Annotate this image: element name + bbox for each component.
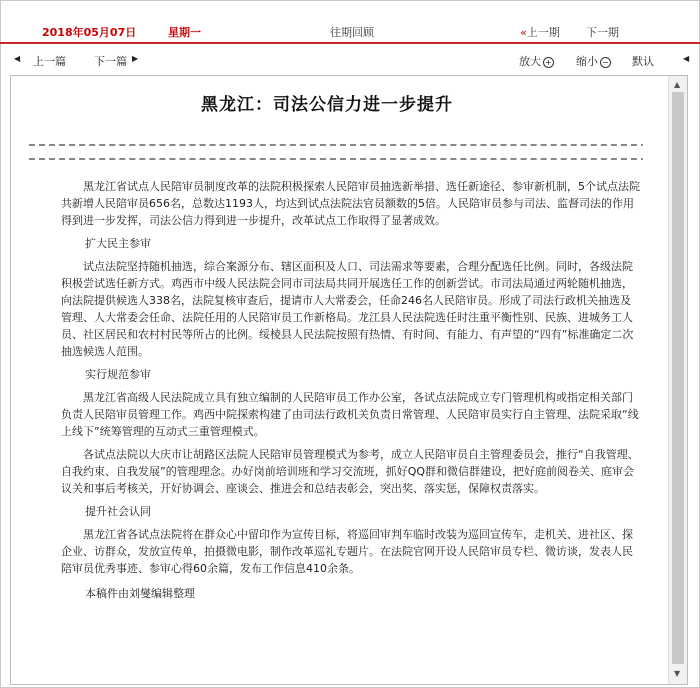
section-heading: 提升社会认同 <box>85 505 151 518</box>
zoom-out-button[interactable] <box>576 53 611 69</box>
right-triangle-icon: ▶ <box>132 54 139 63</box>
header-divider <box>0 42 700 44</box>
editor-credit: 本稿件由刘燮编辑整理 <box>85 587 195 600</box>
title-divider-bottom <box>29 158 643 160</box>
section-heading: 扩大民主参审 <box>85 237 151 250</box>
scrollbar-thumb[interactable] <box>672 92 684 664</box>
issue-bar <box>0 20 700 42</box>
vertical-scrollbar[interactable] <box>668 76 687 684</box>
paragraph: 黑龙江省试点人民陪审员制度改革的法院积极探索人民陪审员抽选新举措、选任新途径、参审新机制，5个试点法院共新增人民陪审员656名，总数达1193人，均达到试点法院法官员额数的5倍。人民陪审员参与司法、监督司法的作用得到进一步发挥，司法公信力得到进一步提升，改革试点工作取得了显著成效。 <box>61 180 640 227</box>
plus-circle-icon: + <box>543 57 554 68</box>
section-heading: 实行规范参审 <box>85 368 151 381</box>
minus-circle-icon: − <box>600 57 611 68</box>
article-panel <box>10 75 688 685</box>
title-divider-top <box>29 144 643 146</box>
issue-date: 2018年05月07日 <box>42 26 137 39</box>
scroll-up-arrow-icon[interactable]: ▲ <box>674 80 681 89</box>
paragraph: 各试点法院以大庆市让胡路区法院人民陪审员管理模式为参考，成立人民陪审员自主管理委员会，推行“自我管理、自我约束、自我发展”的管理理念。办好岗前培训班和学习交流班，抓好QQ群和微信群建设，把好庭前阅卷关、庭审会议关和事后考核关，开好协调会、座谈会、推进会和总结表彰会，突出奖、落实惩，保障权责落实。 <box>61 448 639 495</box>
prev-article-link[interactable]: 上一篇 <box>33 55 66 68</box>
scroll-down-arrow-icon[interactable]: ▼ <box>674 669 681 678</box>
issue-weekday: 星期一 <box>168 26 201 39</box>
article-nav <box>0 52 700 70</box>
zoom-out-label: 缩小 <box>576 55 598 68</box>
reset-zoom-button[interactable]: 默认 <box>632 55 654 68</box>
double-left-arrow-icon: « <box>520 26 527 39</box>
archive-link[interactable]: 往期回顾 <box>330 26 374 39</box>
article-title: 黑龙江：司法公信力进一步提升 <box>201 95 453 115</box>
paragraph: 试点法院坚持随机抽选，综合案源分布、辖区面积及人口、司法需求等要素，合理分配选任比例。同时，各级法院积极尝试选任新方式。鸡西市中级人民法院会同市司法局共同开展选任工作的创新尝试。市司法局通过两轮随机抽选，向法院提供候选人338名，法院复核审查后，提请市人大常委会，任命246名人民陪审员。形成了司法行政机关抽选及管理、人大常委会任命、法院任用的人民陪审员工作新格局。龙江县人民法院选任时注重平衡性别、民族、进城务工人员、社区居民和农村村民等所占的比例。绥棱县人民法院按照有热情、有时间、有能力、有声望的“四有”标准确定二次抽选候选人范围。 <box>61 260 634 358</box>
zoom-in-button[interactable] <box>519 53 554 69</box>
next-issue-link[interactable]: 下一期 <box>586 26 619 39</box>
article-body <box>61 178 641 608</box>
left-triangle-icon: ◀ <box>683 54 690 63</box>
prev-issue-label: 上一期 <box>526 26 560 39</box>
article-content <box>11 76 643 684</box>
zoom-in-label: 放大 <box>519 55 541 68</box>
prev-issue-link[interactable] <box>520 24 560 40</box>
paragraph: 黑龙江省各试点法院将在群众心中留印作为宣传目标，将巡回审判车临时改装为巡回宣传车，走机关、进社区、探企业、访群众，发放宣传单，拍摄微电影，制作改革巡礼专题片。在法院官网开设人民陪审员专栏、微访谈，发表人民陪审员优秀事迹、参审心得60余篇，发布工作信息410余条。 <box>61 528 633 575</box>
next-article-link[interactable]: 下一篇 <box>94 55 127 68</box>
left-triangle-icon: ◀ <box>14 54 21 63</box>
paragraph: 黑龙江省高级人民法院成立具有独立编制的人民陪审员工作办公室，各试点法院成立专门管理机构或指定相关部门负责人民陪审员管理工作。鸡西中院探索构建了由司法行政机关负责日常管理、人民陪审员实行自主管理、法院采取“线上线下”统筹管理的互动式三重管理模式。 <box>61 391 639 438</box>
